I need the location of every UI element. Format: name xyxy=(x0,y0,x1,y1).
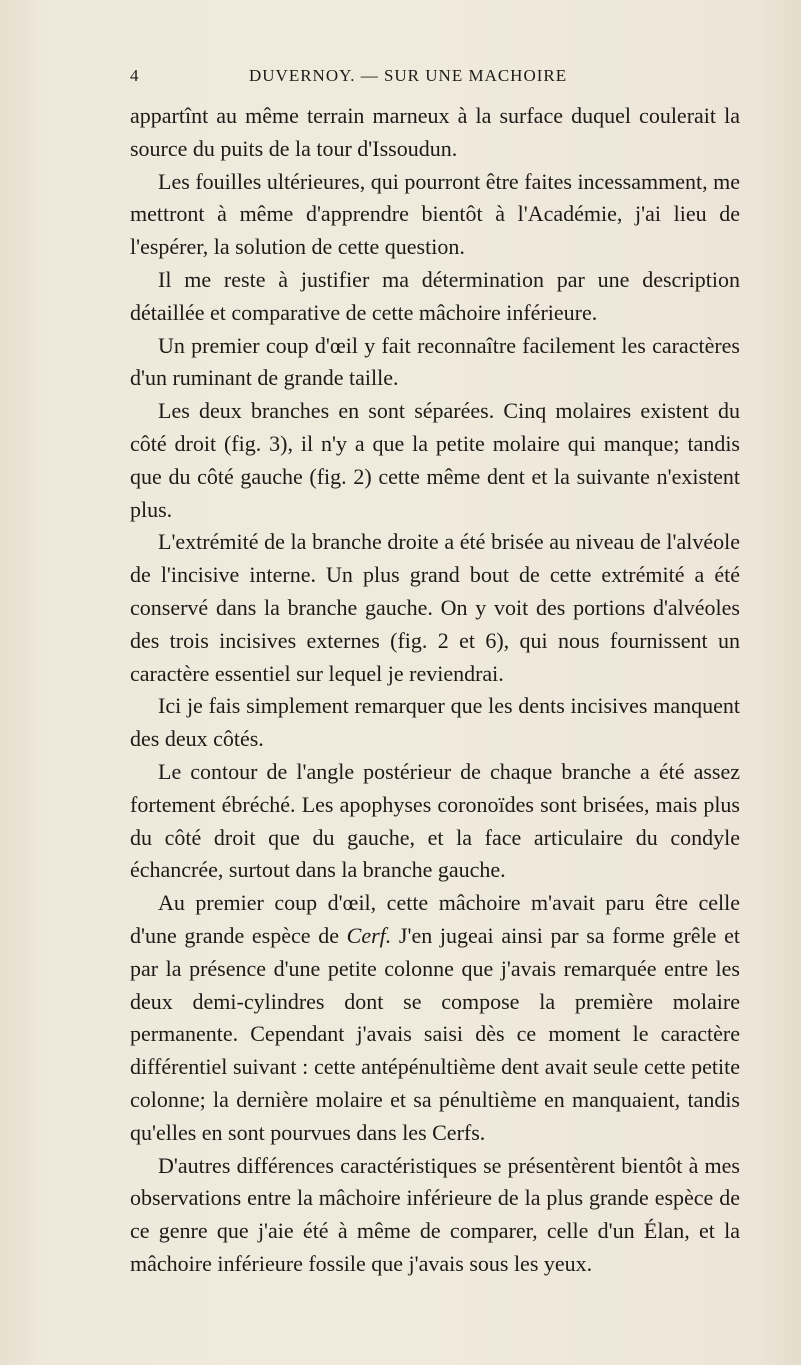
body-text xyxy=(130,100,740,1281)
paragraph-8: Le contour de l'angle postérieur de chaque branche a été assez fortement ébréché. Les apophyses coronoïdes sont brisées, mais plus du côté droit que du gauche, et la face articulaire du condyle échancrée, surtout dans la branche gauche. xyxy=(130,758,740,883)
paragraph-5: Les deux branches en sont séparées. Cinq molaires existent du côté droit (fig. 3), il n'y a que la petite molaire qui manque; tandis que du côté gauche (fig. 2) cette même dent et la suivante n'existent plus. xyxy=(130,398,740,522)
paragraph-9-italic: Cerf. xyxy=(346,922,392,948)
page-number: 4 xyxy=(130,66,140,85)
paragraph-6: L'extrémité de la branche droite a été brisée au niveau de l'alvéole de l'incisive interne. Un plus grand bout de cette extrémité a été conservé dans la branche gauche. On y voit des portions d'alvéoles des trois incisives externes (fig. 2 et 6), qui nous fournissent un caractère essentiel sur lequel je reviendrai. xyxy=(130,529,740,686)
paragraph-7: Ici je fais simplement remarquer que les dents incisives manquent des deux côtés. xyxy=(130,693,740,752)
running-head xyxy=(130,66,740,94)
paragraph-9-before: Au premier coup d'œil, cette mâchoire m'avait paru être celle d'une grande espèce de xyxy=(130,890,740,948)
paragraph-1: appartînt au même terrain marneux à la surface duquel coulerait la source du puits de la tour d'Issoudun. xyxy=(130,103,740,161)
paragraph-2: Les fouilles ultérieures, qui pourront être faites incessamment, me mettront à même d'apprendre bientôt à l'Académie, j'ai lieu de l'espérer, la solution de cette question. xyxy=(130,168,740,260)
paragraph-10: D'autres différences caractéristiques se présentèrent bientôt à mes observations entre la mâchoire inférieure de la plus grande espèce de ce genre que j'aie été à même de comparer, celle d'un Élan, et la mâchoire inférieure fossile que j'avais sous les yeux. xyxy=(130,1152,740,1276)
paragraph-3: Il me reste à justifier ma détermination par une description détaillée et comparative de cette mâchoire inférieure. xyxy=(130,266,740,325)
paragraph-9 xyxy=(130,887,740,1149)
paragraph-9-after: J'en jugeai ainsi par sa forme grêle et par la présence d'une petite colonne que j'avais remarquée entre les deux demi-cylindres dont se compose la première molaire permanente. Cependant j'avais saisi dès ce moment le caractère différentiel suivant : cette antépénultième dent avait seule cette petite colonne; la dernière molaire et sa pénultième en manquaient, tandis qu'elles en sont pourvues dans les Cerfs. xyxy=(130,922,740,1145)
running-title: DUVERNOY. — SUR UNE MACHOIRE xyxy=(249,66,568,85)
paragraph-4: Un premier coup d'œil y fait reconnaître facilement les caractères d'un ruminant de grande taille. xyxy=(130,332,740,391)
